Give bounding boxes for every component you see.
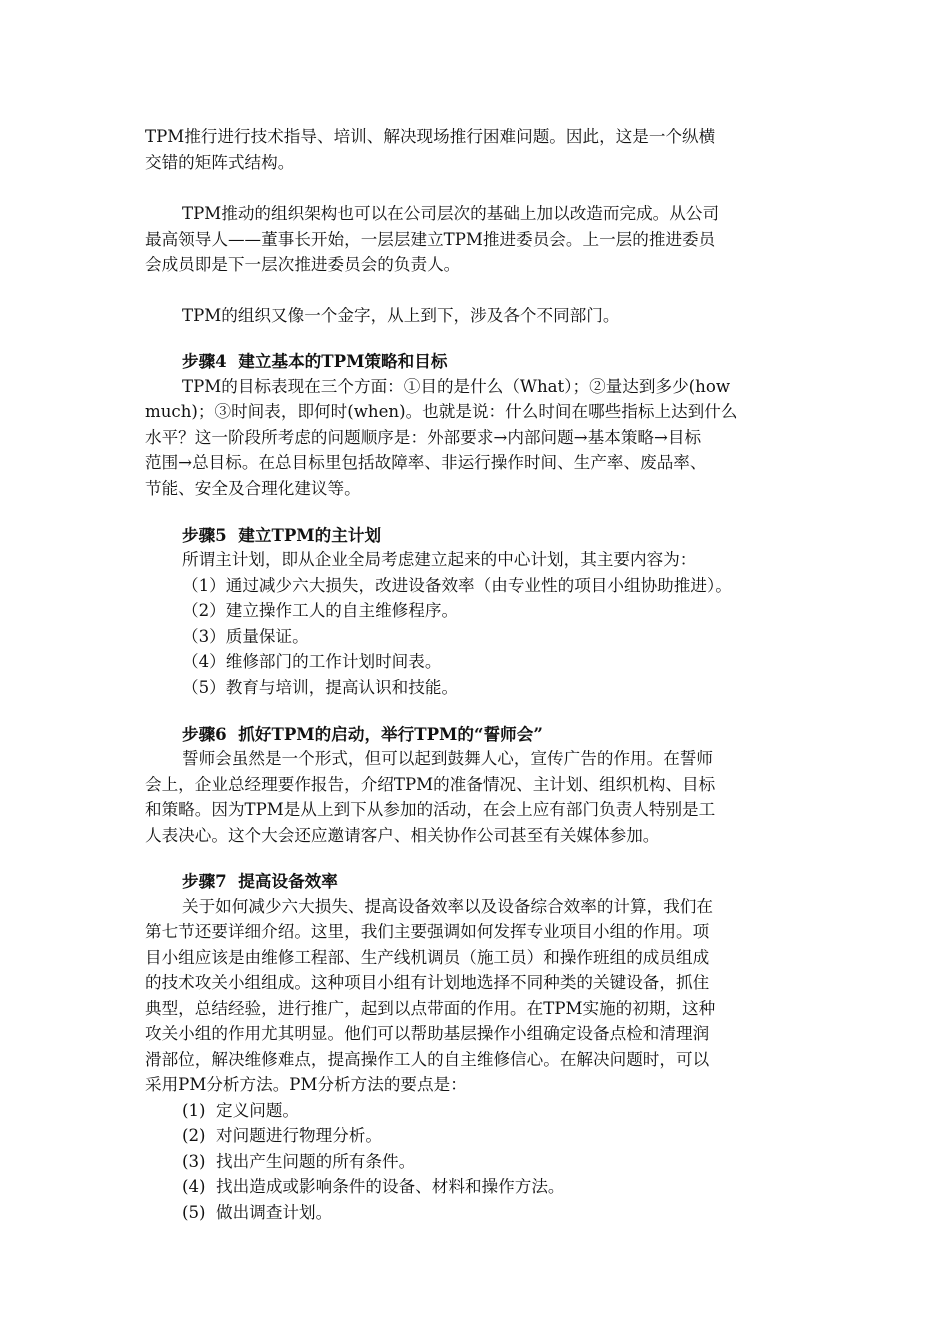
paragraph-line: 攻关小组的作用尤其明显。他们可以帮助基层操作小组确定设备点检和清理润 [145, 1024, 710, 1043]
paragraph-line: TPM的组织又像一个金字，从上到下，涉及各个不同部门。 [182, 306, 620, 325]
step6-heading: 步骤6 抓好TPM的启动，举行TPM的“誓师会” [182, 724, 543, 744]
paragraph-line: 最高领导人——董事长开始，一层层建立TPM推进委员会。上一层的推进委员 [145, 230, 716, 249]
paragraph-line: 滑部位，解决维修难点，提高操作工人的自主维修信心。在解决问题时，可以 [145, 1050, 710, 1069]
paragraph-line: 关于如何减少六大损失、提高设备效率以及设备综合效率的计算，我们在 [182, 897, 713, 916]
paragraph-line: TPM推动的组织架构也可以在公司层次的基础上加以改造而完成。从公司 [182, 204, 720, 223]
list-item: （2）建立操作工人的自主维修程序。 [182, 601, 459, 620]
list-item: (1) 定义问题。 [182, 1101, 300, 1120]
list-item: （3）质量保证。 [182, 627, 309, 646]
step7-heading: 步骤7 提高设备效率 [182, 871, 338, 891]
list-item: （4）维修部门的工作计划时间表。 [182, 652, 442, 671]
paragraph-line: 会成员即是下一层次推进委员会的负责人。 [145, 255, 461, 274]
paragraph-line: 誓师会虽然是一个形式，但可以起到鼓舞人心，宣传广告的作用。在誓师 [182, 749, 713, 768]
paragraph-line: TPM的目标表现在三个方面：①目的是什么（What）；②量达到多少(how [182, 377, 731, 396]
list-item: (5) 做出调查计划。 [182, 1203, 333, 1222]
list-item: (2) 对问题进行物理分析。 [182, 1126, 382, 1145]
step5-heading: 步骤5 建立TPM的主计划 [182, 525, 382, 545]
paragraph-line: 节能、安全及合理化建议等。 [145, 479, 361, 498]
list-item: （1）通过减少六大损失，改进设备效率（由专业性的项目小组协助推进）。 [182, 576, 732, 595]
paragraph-line: 交错的矩阵式结构。 [145, 153, 295, 172]
paragraph-line: 所谓主计划，即从企业全局考虑建立起来的中心计划，其主要内容为： [182, 550, 697, 569]
list-item: （5）教育与培训，提高认识和技能。 [182, 678, 459, 697]
paragraph-line: 和策略。因为TPM是从上到下从参加的活动，在会上应有部门负责人特别是工 [145, 800, 716, 819]
paragraph-line: 目小组应该是由维修工程部、生产线机调员（施工员）和操作班组的成员组成 [145, 948, 710, 967]
paragraph-line: 人表决心。这个大会还应邀请客户、相关协作公司甚至有关媒体参加。 [145, 826, 660, 845]
paragraph-line: 第七节还要详细介绍。这里，我们主要强调如何发挥专业项目小组的作用。项 [145, 922, 710, 941]
paragraph-line: 范围→总目标。在总目标里包括故障率、非运行操作时间、生产率、废品率、 [145, 453, 707, 472]
list-item: (3) 找出产生问题的所有条件。 [182, 1152, 416, 1171]
paragraph-line: much)；③时间表，即何时(when)。也就是说：什么时间在哪些指标上达到什么 [145, 402, 738, 421]
paragraph-line: 采用PM分析方法。PM分析方法的要点是： [145, 1075, 467, 1094]
list-item: (4) 找出造成或影响条件的设备、材料和操作方法。 [182, 1177, 565, 1196]
paragraph-line: 水平？这一阶段所考虑的问题顺序是：外部要求→内部问题→基本策略→目标 [145, 428, 702, 447]
paragraph-line: 会上，企业总经理要作报告，介绍TPM的准备情况、主计划、组织机构、目标 [145, 775, 716, 794]
paragraph-line: 的技术攻关小组组成。这种项目小组有计划地选择不同种类的关键设备，抓住 [145, 973, 710, 992]
step4-heading: 步骤4 建立基本的TPM策略和目标 [182, 351, 448, 371]
paragraph-line: 典型，总结经验，进行推广，起到以点带面的作用。在TPM实施的初期，这种 [145, 999, 716, 1018]
paragraph-line: TPM推行进行技术指导、培训、解决现场推行困难问题。因此，这是一个纵横 [145, 127, 716, 146]
